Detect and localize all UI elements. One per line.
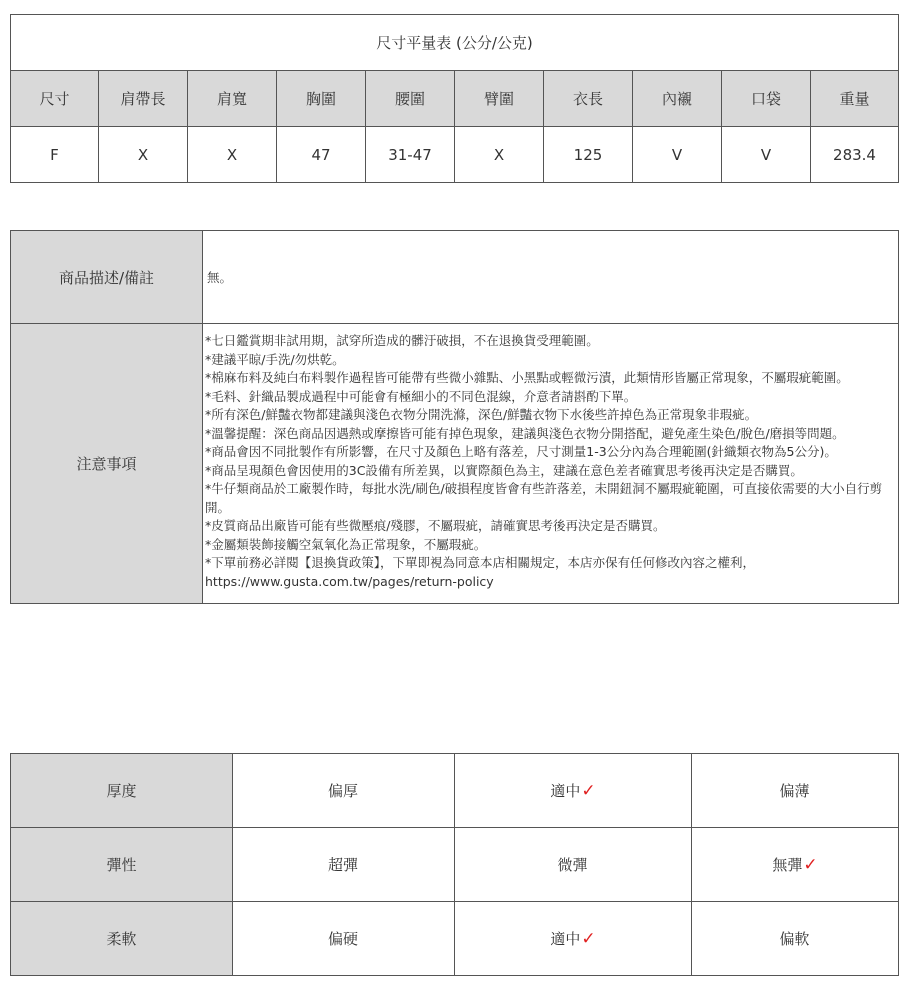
value-length: 125: [544, 127, 633, 183]
value-strap-length: X: [99, 127, 188, 183]
option-text: 適中: [550, 782, 581, 800]
header-size: 尺寸: [11, 71, 99, 127]
notice-line: *所有深色/鮮豔衣物都建議與淺色衣物分開洗滌，深色/鮮豔衣物下水後些許掉色為正常現象非瑕疵。: [205, 407, 758, 422]
texture-row-thickness: [11, 754, 899, 828]
notice-line: *棉麻布料及純白布料製作過程皆可能帶有些微小雜點、小黑點或輕微污漬，此類情形皆屬正常現象，不屬瑕疵範圍。: [205, 370, 849, 385]
option-text: 偏硬: [327, 930, 358, 948]
header-shoulder-width: 肩寬: [188, 71, 277, 127]
header-length: 衣長: [544, 71, 633, 127]
option-cell: [692, 902, 899, 976]
notice-line: *七日鑑賞期非試用期，試穿所造成的髒汙破損，不在退換貨受理範圍。: [205, 333, 599, 348]
value-lining: V: [633, 127, 722, 183]
value-chest: 47: [277, 127, 366, 183]
notice-line: *毛料、針織品製成過程中可能會有極細小的不同色混線，介意者請斟酌下單。: [205, 388, 637, 404]
notice-content: [203, 324, 899, 604]
size-table-title: 尺寸平量表 (公分/公克): [11, 15, 899, 71]
option-cell: [233, 754, 455, 828]
notice-line: *商品呈現顏色會因使用的3C設備有所差異，以實際顏色為主，建議在意色差者確實思考後再決定是否購買。: [205, 462, 803, 478]
header-weight: 重量: [811, 71, 899, 127]
option-cell: [692, 754, 899, 828]
notice-line: *溫馨提醒：深色商品因遇熱或摩擦皆可能有掉色現象，建議與淺色衣物分開搭配，避免產生染色/脫色/磨損等問題。: [205, 425, 845, 441]
row-label-softness: 柔軟: [11, 902, 233, 976]
notice-line: *牛仔類商品於工廠製作時，每批水洗/刷色/破損程度皆會有些許落差，未開鈕洞不屬瑕疵範圍，可直接依需要的大小自行剪開。: [205, 481, 883, 515]
value-waist: 31-47: [366, 127, 455, 183]
header-arm: 臂圍: [455, 71, 544, 127]
description-label: 商品描述/備註: [11, 231, 203, 324]
option-cell: [455, 754, 692, 828]
value-size: F: [11, 127, 99, 183]
notice-line: *皮質商品出廠皆可能有些微壓痕/殘膠，不屬瑕疵，請確實思考後再決定是否購買。: [205, 518, 666, 533]
notice-line: *金屬類裝飾接觸空氣氧化為正常現象，不屬瑕疵。: [205, 536, 487, 552]
header-waist: 腰圍: [366, 71, 455, 127]
option-text: 偏薄: [779, 782, 810, 800]
option-text: 適中: [550, 930, 581, 948]
option-text: 偏軟: [779, 930, 810, 948]
option-cell: [455, 902, 692, 976]
option-text: 無彈: [772, 856, 803, 874]
texture-table: [10, 753, 899, 976]
row-label-thickness: 厚度: [11, 754, 233, 828]
value-weight: 283.4: [811, 127, 899, 183]
notice-line: *建議平晾/手洗/勿烘乾。: [205, 351, 345, 367]
check-icon: ✓: [803, 855, 818, 875]
value-arm: X: [455, 127, 544, 183]
header-pocket: 口袋: [722, 71, 811, 127]
option-cell: [455, 828, 692, 902]
header-lining: 內襯: [633, 71, 722, 127]
row-label-elasticity: 彈性: [11, 828, 233, 902]
check-icon: ✓: [581, 781, 596, 801]
notice-line: *下單前務必詳閱【退換貨政策】，下單即視為同意本店相關規定，本店亦保有任何修改內容之權利，: [205, 555, 756, 570]
option-text: 偏厚: [327, 782, 358, 800]
size-table: [10, 14, 899, 183]
value-pocket: V: [722, 127, 811, 183]
notice-line: *商品會因不同批製作有所影響，在尺寸及顏色上略有落差，尺寸測量1-3公分內為合理範圍(針織類衣物為5公分)。: [205, 444, 837, 459]
option-cell: [233, 902, 455, 976]
notes-table: [10, 230, 899, 604]
return-policy-link[interactable]: https://www.gusta.com.tw/pages/return-policy: [205, 573, 494, 589]
option-cell: [233, 828, 455, 902]
option-text: 微彈: [557, 856, 588, 874]
description-value: 無。: [203, 231, 899, 324]
texture-row-elasticity: [11, 828, 899, 902]
notice-label: 注意事項: [11, 324, 203, 604]
option-text: 超彈: [327, 856, 358, 874]
value-shoulder-width: X: [188, 127, 277, 183]
texture-row-softness: [11, 902, 899, 976]
option-cell: [692, 828, 899, 902]
check-icon: ✓: [581, 929, 596, 949]
header-strap-length: 肩帶長: [99, 71, 188, 127]
header-chest: 胸圍: [277, 71, 366, 127]
